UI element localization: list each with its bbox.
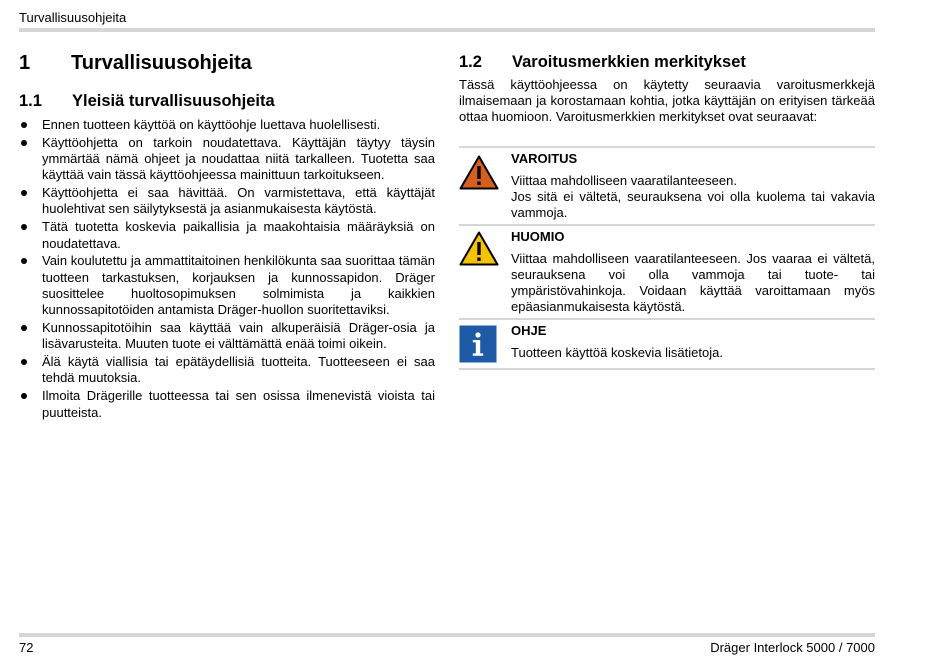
warning-block-varoitus [459, 148, 875, 224]
chapter-heading [19, 52, 434, 75]
section-title: Varoitusmerkkien merkitykset [512, 53, 746, 71]
bullet-icon [21, 140, 27, 146]
header-rule [19, 28, 875, 32]
list-item-text: Ilmoita Drägerille tuotteessa tai sen osissa ilmenevistä vioista tai puutteista. [42, 388, 435, 420]
list-item [19, 354, 435, 387]
section-heading-1-2 [459, 53, 746, 72]
bullet-icon [21, 190, 27, 196]
bullet-icon [21, 122, 27, 128]
safety-bullet-list [19, 117, 435, 422]
info-icon [459, 325, 497, 363]
warning-title: VAROITUS [511, 151, 578, 166]
warning-triangle-yellow-icon [459, 231, 499, 266]
list-item-text: Vain koulutettu ja ammattitaitoinen henkilökunta saa suorittaa tämän tuotteen tarkastuksen, korjauksen ja kunnossapidon. Dräger suosittelee huoltosopimuksen solmimista ja kaikkien kunnossapitotöiden antamista Dräger-huollon suoritettaviksi. [42, 253, 435, 318]
warning-title: OHJE [511, 323, 547, 338]
footer-rule [19, 633, 875, 637]
warning-text: Viittaa mahdolliseen vaaratilanteeseen. [511, 173, 737, 188]
list-item-text: Tätä tuotetta koskevia paikallisia ja maakohtaisia määräyksiä on noudatettava. [42, 219, 435, 251]
warning-triangle-orange-icon [459, 155, 499, 190]
bullet-icon [21, 359, 27, 365]
warning-text: Tuotteen käyttöä koskevia lisätietoja. [511, 345, 723, 360]
divider [459, 368, 875, 370]
chapter-title: Turvallisuusohjeita [71, 52, 252, 74]
bullet-icon [21, 393, 27, 399]
list-item-text: Käyttöohjetta ei saa hävittää. On varmistettava, että käyttäjät huolehtivat sen säilytyksestä ja asianmukaisesta käytöstä. [42, 185, 435, 217]
section-number: 1.2 [459, 53, 482, 71]
section-heading-1-1 [19, 92, 275, 111]
bullet-icon [21, 258, 27, 264]
chapter-number: 1 [19, 52, 31, 74]
list-item-text: Ennen tuotteen käyttöä on käyttöohje luettava huolellisesti. [42, 117, 381, 132]
warning-block-huomio [459, 226, 875, 318]
section-title: Yleisiä turvallisuusohjeita [72, 92, 275, 110]
running-header: Turvallisuusohjeita [19, 10, 127, 25]
warning-text: Viittaa mahdolliseen vaaratilanteeseen. Jos vaaraa ei vältetä, seurauksena voi olla vammoja tai tuote- tai ympäristövahinkoja. Voidaan käyttää varoittamaan myös epäasianmukaisesta käytöstä. [511, 251, 875, 314]
list-item [19, 219, 435, 252]
warning-title: HUOMIO [511, 229, 565, 244]
bullet-icon [21, 325, 27, 331]
list-item [19, 135, 435, 184]
list-item [19, 185, 435, 218]
list-item-text: Kunnossapitotöihin saa käyttää vain alkuperäisiä Dräger-osia ja lisävarusteita. Muuten tuote ei välttämättä enää toimi oikein. [42, 320, 435, 352]
footer-product-name: Dräger Interlock 5000 / 7000 [710, 640, 875, 655]
list-item [19, 388, 435, 421]
list-item-text: Käyttöohjetta on tarkoin noudatettava. Käyttäjän täytyy täysin ymmärtää nämä ohjeet ja noudattaa niitä tarkalleen. Tuotetta saa käyttää vain tässä käyttöohjeessa mainittuun tarkoitukseen. [42, 134, 435, 183]
page-number: 72 [19, 640, 34, 655]
bullet-icon [21, 224, 27, 230]
list-item [19, 320, 435, 353]
warning-intro-text: Tässä käyttöohjeessa on käytetty seuraavia varoitusmerkkejä ilmaisemaan ja korostamaan kohtia, jotka käyttäjän on erityisen tärkeää ottaa huomioon. Varoitusmerkkien merkitykset ovat seuraavat: [459, 77, 875, 124]
list-item [19, 253, 435, 318]
list-item [19, 117, 435, 133]
warning-block-ohje [459, 320, 875, 368]
warning-signs-list [459, 146, 875, 370]
section-number: 1.1 [19, 92, 42, 110]
warning-text: Jos sitä ei vältetä, seurauksena voi olla kuolema tai vakavia vammoja. [511, 189, 875, 220]
list-item-text: Älä käytä viallisia tai epätäydellisiä tuotteita. Tuotteeseen ei saa tehdä muutoksia. [42, 354, 435, 386]
